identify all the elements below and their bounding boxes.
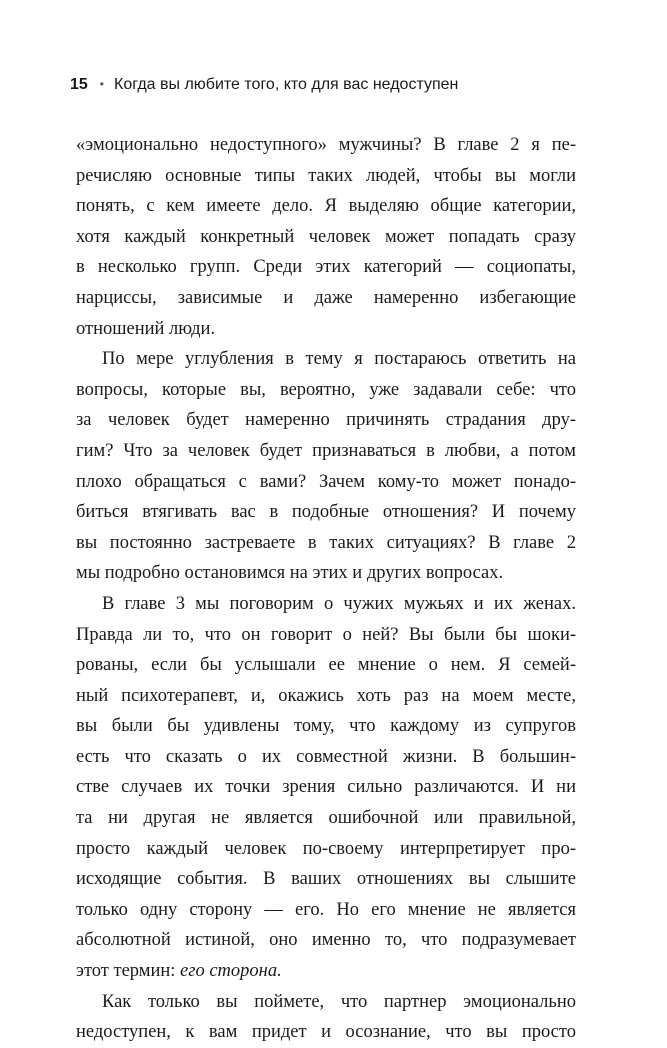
text-line: Правда ли то, что он говорит о ней? Вы были бы шоки-: [76, 624, 576, 645]
body-text: [76, 130, 576, 1048]
paragraph-2: [76, 344, 576, 589]
text-line: гим? Что за человек будет признаваться в любви, а потом: [76, 440, 576, 461]
text-line: исходящие события. В ваших отношениях вы слышите: [76, 869, 576, 890]
paragraph-3: [76, 589, 576, 987]
text-line: абсолютной истиной, оно именно то, что подразумевает: [76, 930, 576, 951]
text-line: ный психотерапевт, и, окажись хоть раз на моем месте,: [76, 685, 576, 706]
paragraph-1: [76, 130, 576, 344]
text-line: та ни другая не является ошибочной или правильной,: [76, 808, 576, 829]
text-line: отношений люди.: [76, 318, 216, 339]
text-line: По мере углубления в тему я постараюсь ответить на: [102, 349, 576, 370]
text-line: плохо обращаться с вами? Зачем кому-то может понадо-: [76, 471, 576, 492]
text-line: рованы, если бы услышали ее мнение о нем. Я семей-: [76, 655, 576, 676]
text-line: вы были бы удивлены тому, что каждому из супругов: [76, 716, 576, 737]
text-line: в несколько групп. Среди этих категорий — социопаты,: [76, 257, 576, 278]
paragraph-4: [76, 987, 576, 1048]
chapter-title: Когда вы любите того, кто для вас недоступен: [114, 76, 459, 93]
text-line: хотя каждый конкретный человек может попадать сразу: [76, 226, 576, 247]
text-line: В главе 3 мы поговорим о чужих мужьях и их женах.: [102, 593, 576, 614]
text-fragment: этот термин:: [76, 961, 181, 982]
text-line: мы подробно остановимся на этих и других вопросах.: [76, 563, 504, 584]
text-line: вопросы, которые вы, вероятно, уже задавали себе: что: [76, 379, 576, 400]
text-line: Как только вы поймете, что партнер эмоционально: [102, 991, 576, 1012]
text-line: биться втягивать вас в подобные отношения? И почему: [76, 502, 576, 523]
text-line: есть что сказать о их совместной жизни. В большин-: [76, 746, 576, 767]
text-line: вы постоянно застреваете в таких ситуациях? В главе 2: [76, 532, 576, 553]
text-line: речисляю основные типы таких людей, чтобы вы могли: [76, 165, 576, 186]
header-separator: •: [99, 77, 104, 91]
emphasis-text: его сторона.: [180, 961, 282, 982]
text-line: [76, 956, 576, 987]
text-line: за человек будет намеренно причинять страдания дру-: [76, 410, 576, 431]
running-header: [70, 76, 458, 94]
text-line: понять, с кем имеете дело. Я выделяю общие категории,: [76, 196, 576, 217]
text-line: «эмоционально недоступного» мужчины? В главе 2 я пе-: [76, 135, 576, 155]
text-line: только одну сторону — его. Но его мнение не является: [76, 899, 576, 920]
text-line: стве случаев их точки зрения сильно различаются. И ни: [76, 777, 576, 798]
page-number: 15: [70, 76, 88, 93]
text-line: просто каждый человек по-своему интерпретирует про-: [76, 838, 576, 859]
text-line: недоступен, к вам придет и осознание, что вы просто: [76, 1022, 576, 1043]
text-line: нарциссы, зависимые и даже намеренно избегающие: [76, 287, 576, 308]
